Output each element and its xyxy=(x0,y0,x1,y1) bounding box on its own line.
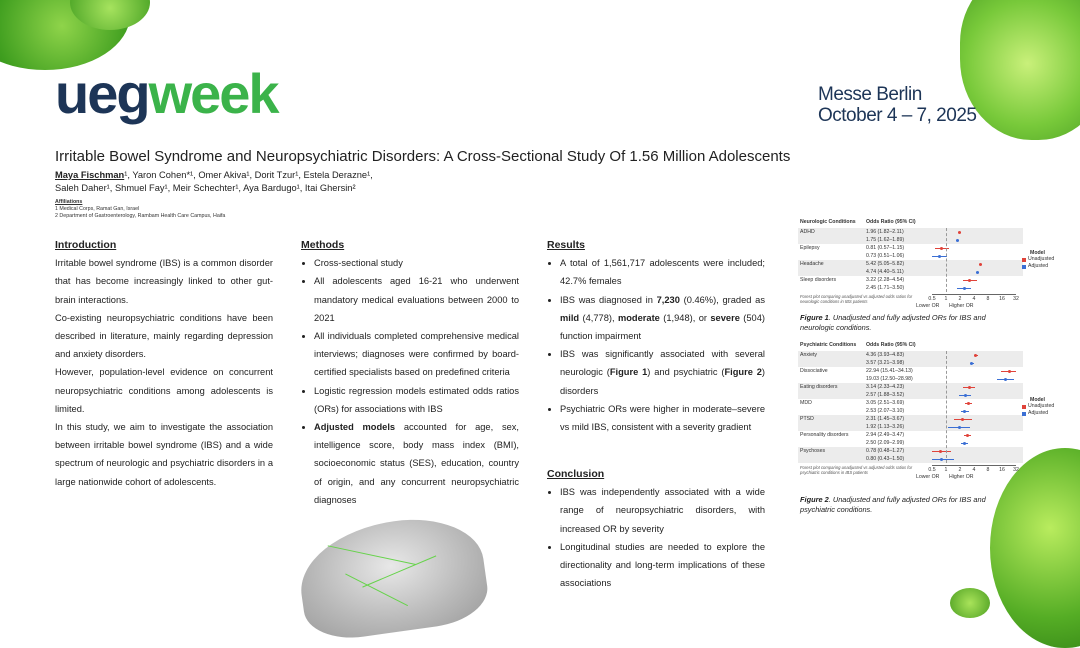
forest-row xyxy=(798,455,1023,463)
condition-label: Headache xyxy=(800,261,824,267)
forest-row xyxy=(798,236,1023,244)
odds-ratio-point xyxy=(963,442,966,445)
condition-label: ADHD xyxy=(800,229,815,235)
legend-title: Model xyxy=(1030,250,1045,256)
forest-row xyxy=(798,228,1023,236)
figure-note: Forest plot comparing unadjusted vs adjusted odds ratios for psychiatric conditions in IBS patients xyxy=(800,465,913,475)
condition-label: MDD xyxy=(800,400,812,406)
odds-ratio-ci: 0.80 (0.43–1.50) xyxy=(866,456,905,462)
odds-ratio-ci: 1.75 (1.62–1.89) xyxy=(866,237,905,243)
affiliations xyxy=(55,199,225,220)
logo-ueg-text: ueg xyxy=(55,62,149,125)
logo-week-text: week xyxy=(148,62,278,125)
condition-label: Epilepsy xyxy=(800,245,820,251)
forest-row xyxy=(798,252,1023,260)
column-header-odds-ratio: Odds Ratio (95% CI) xyxy=(866,219,916,225)
results-bullet: • IBS was significantly associated with several neurologic (Figure 1) and psychiatric (Figure 2) disorders xyxy=(560,345,765,400)
methods-bullet: • Logistic regression models estimated odds ratios (ORs) for associations with IBS xyxy=(314,382,519,418)
condition-label: Sleep disorders xyxy=(800,277,837,283)
forest-row xyxy=(798,244,1023,252)
forest-row xyxy=(798,423,1023,431)
liver-vessel xyxy=(328,545,416,565)
forest-row xyxy=(798,383,1023,391)
ueg-week-logo xyxy=(55,62,278,125)
results-bullet: • Psychiatric ORs were higher in moderate–severe vs mild IBS, consistent with a severity gradient xyxy=(560,400,765,436)
methods-bullet: • Cross-sectional study xyxy=(314,254,519,272)
odds-ratio-ci: 1.96 (1.82–2.11) xyxy=(866,229,904,235)
odds-ratio-point xyxy=(958,231,961,234)
condition-label: Eating disorders xyxy=(800,384,838,390)
forest-row xyxy=(798,284,1023,292)
condition-label: PTSD xyxy=(800,416,814,422)
figure-2-forest-plot xyxy=(798,342,1060,482)
adjusted-models-term: Adjusted models xyxy=(314,422,396,433)
x-axis-tick-label: 0.5 xyxy=(928,296,936,302)
x-axis-tick-label: 8 xyxy=(986,467,990,473)
figure-1-forest-plot xyxy=(798,219,1060,311)
decorative-green-blob-bottom-right-small xyxy=(950,588,990,618)
lower-or-label: Lower OR xyxy=(916,303,940,309)
x-axis-tick-label: 8 xyxy=(986,296,990,302)
author-list xyxy=(55,169,555,194)
odds-ratio-point xyxy=(940,247,943,250)
conclusion-list xyxy=(547,483,765,592)
forest-row xyxy=(798,359,1023,367)
odds-ratio-point xyxy=(970,362,973,365)
results-section xyxy=(547,236,765,436)
x-axis-tick-label: 2 xyxy=(958,467,962,473)
intro-paragraph-2: Co-existing neuropsychiatric conditions have been described in literature, mainly regarding depression and anxiety disorders. xyxy=(55,312,273,360)
x-axis-tick-label: 0.5 xyxy=(928,467,936,473)
affiliation-1: 1 Medical Corps, Ramat Gan, Israel xyxy=(55,206,140,212)
x-axis-tick-label: 16 xyxy=(999,296,1005,302)
odds-ratio-ci: 1.92 (1.13–3.26) xyxy=(866,424,905,430)
x-axis-tick-label: 1 xyxy=(944,467,948,473)
odds-ratio-point xyxy=(968,386,971,389)
intro-paragraph-1: Irritable bowel syndrome (IBS) is a common disorder that has become increasingly linked to other gut-brain interactions. xyxy=(55,258,273,305)
forest-row xyxy=(798,447,1023,455)
legend-title: Model xyxy=(1030,397,1045,403)
intro-paragraph-4: In this study, we aim to investigate the association between irritable bowel syndrome (IBS) and a wide spectrum of neurologic and psychiatric disorders in a large nationwide cohort of adolescents. xyxy=(55,422,273,487)
odds-ratio-ci: 4.74 (4.40–5.11) xyxy=(866,269,904,275)
odds-ratio-ci: 0.81 (0.57–1.15) xyxy=(866,245,905,251)
forest-row xyxy=(798,260,1023,268)
x-axis-tick-label: 2 xyxy=(958,296,962,302)
odds-ratio-point xyxy=(966,434,969,437)
legend-swatch-unadjusted xyxy=(1022,258,1026,262)
odds-ratio-point xyxy=(940,458,943,461)
higher-or-label: Higher OR xyxy=(949,303,974,309)
confidence-interval-line xyxy=(932,459,954,460)
odds-ratio-point xyxy=(976,271,979,274)
odds-ratio-ci: 0.78 (0.48–1.27) xyxy=(866,448,905,454)
methods-bullet: • All individuals completed comprehensive medical interviews; diagnoses were confirmed by board-certified specialists based on predefined criteria xyxy=(314,327,519,382)
forest-row xyxy=(798,439,1023,447)
x-axis-tick-label: 32 xyxy=(1013,296,1019,302)
x-axis-tick-label: 32 xyxy=(1013,467,1019,473)
forest-row xyxy=(798,351,1023,359)
x-axis-tick-label: 16 xyxy=(999,467,1005,473)
odds-ratio-ci: 2.57 (1.88–3.52) xyxy=(866,392,905,398)
liver-vessel xyxy=(345,573,408,606)
affiliations-heading: Affiliations xyxy=(55,199,83,205)
x-axis-line xyxy=(932,465,1016,466)
condition-label: Dissociative xyxy=(800,368,828,374)
column-header-odds-ratio: Odds Ratio (95% CI) xyxy=(866,342,916,348)
reference-line-or-1 xyxy=(946,351,947,463)
higher-or-label: Higher OR xyxy=(949,474,974,480)
forest-row xyxy=(798,276,1023,284)
odds-ratio-ci: 3.05 (2.51–3.69) xyxy=(866,400,905,406)
column-header-conditions: Neurologic Conditions xyxy=(800,219,856,225)
forest-row xyxy=(798,367,1023,375)
odds-ratio-point xyxy=(964,394,967,397)
odds-ratio-ci: 3.57 (3.21–3.98) xyxy=(866,360,905,366)
odds-ratio-ci: 2.45 (1.71–3.50) xyxy=(866,285,905,291)
odds-ratio-ci: 19.03 (12.50–28.98) xyxy=(866,376,913,382)
conclusion-section xyxy=(547,465,765,592)
odds-ratio-ci: 22.94 (15.41–34.13) xyxy=(866,368,913,374)
condition-label: Psychoses xyxy=(800,448,826,454)
odds-ratio-ci: 2.53 (2.07–3.10) xyxy=(866,408,905,414)
venue-dates: October 4 – 7, 2025 xyxy=(818,105,977,127)
methods-list xyxy=(301,254,519,509)
x-axis-tick-label: 4 xyxy=(972,296,976,302)
odds-ratio-ci: 5.42 (5.05–5.82) xyxy=(866,261,905,267)
odds-ratio-point xyxy=(1004,378,1007,381)
conclusion-bullet: • IBS was independently associated with a wide range of neuropsychiatric disorders, with increased OR by severity xyxy=(560,483,765,538)
lower-or-label: Lower OR xyxy=(916,474,940,480)
methods-section xyxy=(301,236,519,509)
forest-row xyxy=(798,431,1023,439)
odds-ratio-ci: 2.31 (1.45–3.67) xyxy=(866,416,905,422)
forest-row xyxy=(798,375,1023,383)
odds-ratio-point xyxy=(963,287,966,290)
x-axis-tick-label: 1 xyxy=(944,296,948,302)
methods-heading: Methods xyxy=(301,239,345,251)
legend-swatch-adjusted xyxy=(1022,265,1026,269)
odds-ratio-point xyxy=(979,263,982,266)
odds-ratio-ci: 2.94 (2.49–3.47) xyxy=(866,432,905,438)
liver-illustration xyxy=(293,510,492,645)
legend-label-unadjusted: Unadjusted xyxy=(1028,256,1055,262)
x-axis-line xyxy=(932,294,1016,295)
odds-ratio-point xyxy=(974,354,977,357)
odds-ratio-point xyxy=(956,239,959,242)
forest-row xyxy=(798,391,1023,399)
legend-label-adjusted: Adjusted xyxy=(1028,263,1049,269)
adjusted-models-text: accounted for age, sex, intelligence score, body mass index (BMI), socioeconomic status (SES), education, country of origin, and any concurrent neuropsychiatric diagnoses xyxy=(314,422,519,505)
results-heading: Results xyxy=(547,239,585,251)
odds-ratio-point xyxy=(967,402,970,405)
odds-ratio-ci: 3.14 (2.33–4.23) xyxy=(866,384,905,390)
legend-label-adjusted: Adjusted xyxy=(1028,410,1049,416)
forest-row xyxy=(798,399,1023,407)
methods-bullet xyxy=(314,418,519,509)
condition-label: Personality disorders xyxy=(800,432,849,438)
odds-ratio-ci: 0.73 (0.51–1.06) xyxy=(866,253,905,259)
results-list xyxy=(547,254,765,436)
legend-swatch-adjusted xyxy=(1022,412,1026,416)
forest-row xyxy=(798,407,1023,415)
reference-line-or-1 xyxy=(946,228,947,292)
odds-ratio-point xyxy=(1008,370,1011,373)
forest-row xyxy=(798,268,1023,276)
introduction-heading: Introduction xyxy=(55,239,117,251)
poster-title: Irritable Bowel Syndrome and Neuropsychiatric Disorders: A Cross-Sectional Study Of 1.56 Million Adolescents xyxy=(55,148,791,165)
methods-bullet: • All adolescents aged 16-21 who underwent mandatory medical evaluations between 2000 to 2021 xyxy=(314,272,519,327)
first-author: Maya Fischman xyxy=(55,170,125,180)
odds-ratio-point xyxy=(958,426,961,429)
legend-label-unadjusted: Unadjusted xyxy=(1028,403,1055,409)
authors-line2: Saleh Daher¹, Shmuel Fay¹, Meir Schechter¹, Aya Bardugo¹, Itai Ghersin² xyxy=(55,182,356,193)
odds-ratio-ci: 4.36 (3.93–4.83) xyxy=(866,352,905,358)
condition-label: Anxiety xyxy=(800,352,818,358)
odds-ratio-point xyxy=(938,255,941,258)
conclusion-heading: Conclusion xyxy=(547,468,605,480)
authors-line1: ¹, Yaron Cohen*¹, Omer Akiva¹, Dorit Tzur¹, Estela Derazne¹, xyxy=(124,170,373,180)
figure-2-caption: Figure 2. Unadjusted and fully adjusted ORs for IBS and psychiatric conditions. xyxy=(800,495,986,514)
figure-note: Forest plot comparing unadjusted vs adjusted odds ratios for neurologic conditions in IBS patients xyxy=(800,294,913,304)
x-axis-tick-label: 4 xyxy=(972,467,976,473)
intro-paragraph-3: However, population-level evidence on concurrent neuropsychiatric conditions among adolescents is limited. xyxy=(55,367,273,414)
venue-location: Messe Berlin xyxy=(818,84,922,105)
legend-swatch-unadjusted xyxy=(1022,405,1026,409)
figure-1-caption: Figure 1. Unadjusted and fully adjusted ORs for IBS and neurologic conditions. xyxy=(800,313,986,332)
venue-info xyxy=(818,84,976,127)
odds-ratio-ci: 2.50 (2.09–2.99) xyxy=(866,440,905,446)
results-bullet: • IBS was diagnosed in 7,230 (0.46%), graded as mild (4,778), moderate (1,948), or severe (504) function impairment xyxy=(560,291,765,346)
odds-ratio-point xyxy=(963,410,966,413)
odds-ratio-ci: 3.22 (2.28–4.54) xyxy=(866,277,905,283)
odds-ratio-point xyxy=(968,279,971,282)
affiliation-2: 2 Department of Gastroenterology, Rambam Health Care Campus, Haifa xyxy=(55,213,226,219)
decorative-green-blob-top-right xyxy=(960,0,1080,140)
column-header-conditions: Psychiatric Conditions xyxy=(800,342,857,348)
introduction-section xyxy=(55,236,273,491)
conclusion-bullet: • Longitudinal studies are needed to explore the directionality and long-term implications of these associations xyxy=(560,538,765,593)
forest-row xyxy=(798,415,1023,423)
results-bullet: • A total of 1,561,717 adolescents were included; 42.7% females xyxy=(560,254,765,290)
